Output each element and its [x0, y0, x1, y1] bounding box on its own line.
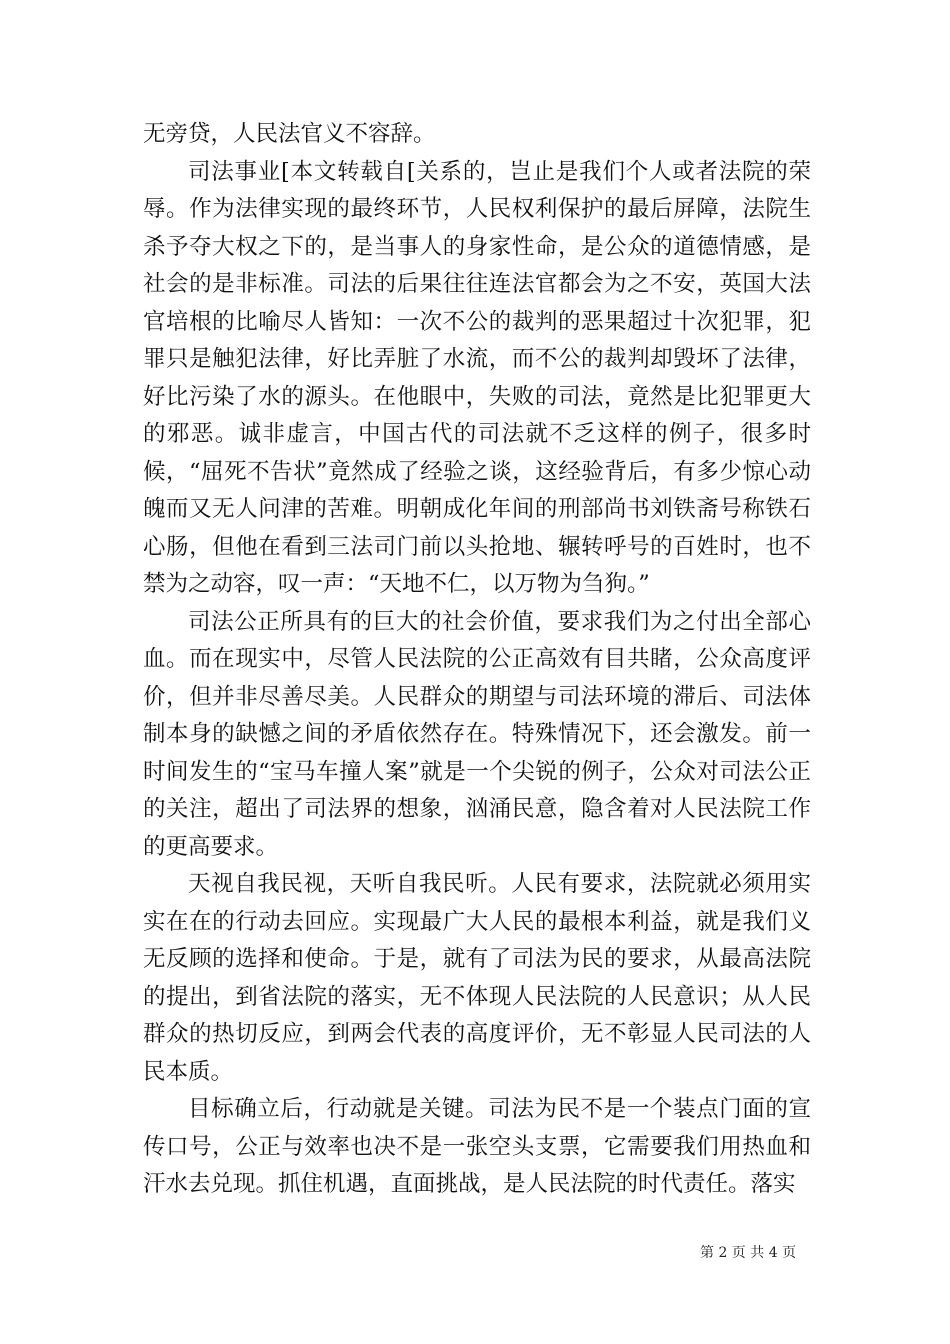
paragraph-social-value: 司法公正所具有的巨大的社会价值，要求我们为之付出全部心血。而在现实中，尽管人民法院的公正高效有目共睹，公众高度评价，但并非尽善尽美。人民群众的期望与司法环境的滞后、司法体制本身的缺憾之间的矛盾依然存在。特殊情况下，还会激发。前一时间发生的“宝马车撞人案”就是一个尖锐的例子，公众对司法公正的关注，超出了司法界的想象，汹涌民意，隐含着对人民法院工作的更高要求。	[143, 608, 811, 860]
paragraph-judicial-cause: 司法事业[本文转载自[关系的，岂止是我们个人或者法院的荣辱。作为法律实现的最终环节，人民权利保护的最后屏障，法院生杀予夺大权之下的，是当事人的身家性命，是公众的道德情感，是社会的是非标准。司法的后果往往连法官都会为之不安，英国大法官培根的比喻尽人皆知：一次不公的裁判的恶果超过十次犯罪，犯罪只是触犯法律，好比弄脏了水流，而不公的裁判却毁坏了法律，好比污染了水的源头。在他眼中，失败的司法，竟然是比犯罪更大的邪恶。诚非虚言，中国古代的司法就不乏这样的例子，很多时候，“屈死不告状”竟然成了经验之谈，这经验背后，有多少惊心动魄而又无人问津的苦难。明朝成化年间的刑部尚书刘铁斋号称铁石心肠，但他在看到三法司门前以头抢地、辗转呼号的百姓时，也不禁为之动容，叹一声：“天地不仁，以万物为刍狗。”	[143, 158, 811, 597]
page-number-footer: 第 2 页 共 4 页	[700, 1245, 797, 1261]
paragraph-action-key: 目标确立后，行动就是关键。司法为民不是一个装点门面的宣传口号，公正与效率也决不是一张空头支票，它需要我们用热血和汗水去兑现。抓住机遇，直面挑战，是人民法院的时代责任。落实	[143, 1096, 811, 1197]
document-body	[143, 116, 811, 1204]
paragraph-people-demand: 天视自我民视，天听自我民听。人民有要求，法院就必须用实实在在的行动去回应。实现最广大人民的最根本利益，就是我们义无反顾的选择和使命。于是，就有了司法为民的要求，从最高法院的提出，到省法院的落实，无不体现人民法院的人民意识；从人民群众的热切反应，到两会代表的高度评价，无不彰显人民司法的人民本质。	[143, 871, 811, 1085]
paragraph-continuation: 无旁贷，人民法官义不容辞。	[143, 121, 436, 147]
